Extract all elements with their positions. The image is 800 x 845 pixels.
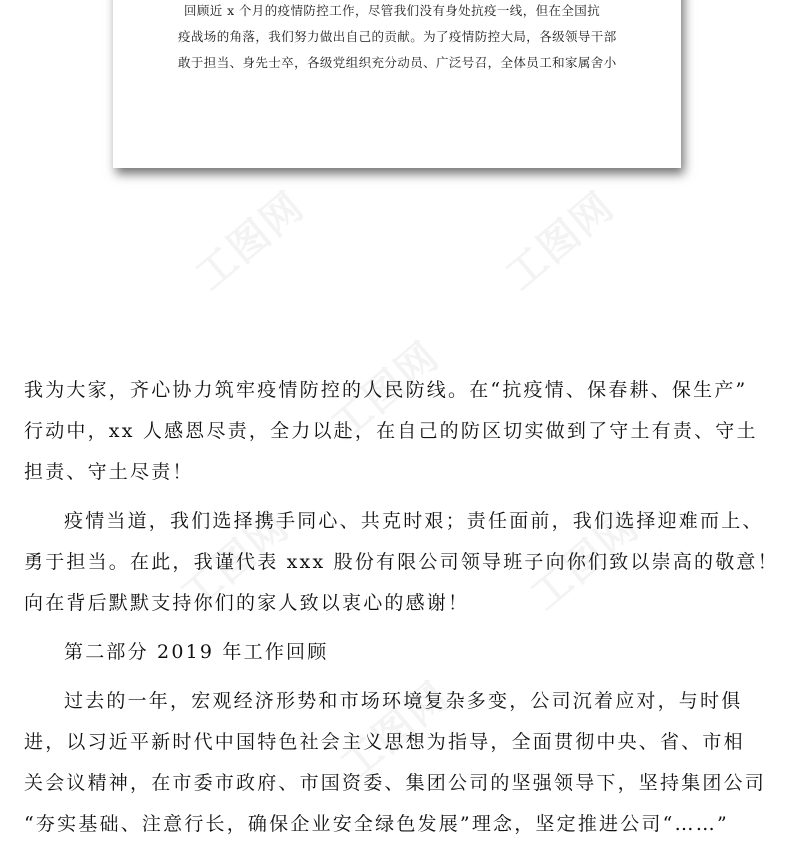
preview-paragraph: [178, 0, 626, 76]
paragraph-1: [24, 370, 784, 493]
paragraph-3: [24, 681, 784, 845]
text-line: 关会议精神，在市委市政府、市国资委、集团公司的坚强领导下，坚持集团公司: [24, 772, 767, 794]
text-line: 担责、守土尽责！: [24, 461, 194, 483]
text-line: 进，以习近平新时代中国特色社会主义思想为指导，全面贯彻中央、省、市相: [24, 731, 745, 753]
document-body: [24, 370, 784, 845]
text-line: 我为大家，齐心协力筑牢疫情防控的人民防线。在“抗疫情、保春耕、保生产”: [24, 379, 748, 401]
preview-line: 疫战场的角落，我们努力做出自己的贡献。为了疫情防控大局，各级领导干部: [178, 29, 617, 44]
text-line: “夯实基础、注意行长，确保企业安全绿色发展”理念，坚定推进公司“……”: [24, 813, 729, 835]
paragraph-2: [24, 501, 784, 624]
watermark-3: 工图网: [322, 333, 449, 450]
preview-line: 回顾近 x 个月的疫情防控工作，尽管我们没有身处抗疫一线，但在全国抗: [184, 3, 601, 18]
preview-line: 敢于担当、身先士卒，各级党组织充分动员、广泛号召，全体员工和家属舍小: [178, 55, 617, 70]
document-preview-card: [113, 0, 681, 168]
text-line: 向在背后默默支持你们的家人致以衷心的感谢！: [24, 592, 470, 614]
text-line: 疫情当道，我们选择携手同心、共克时艰；责任面前，我们选择迎难而上、: [64, 510, 764, 532]
section-heading: 第二部分 2019 年工作回顾: [64, 641, 329, 663]
watermark-4: 工图网: [172, 503, 299, 620]
watermark-1: 工图网: [187, 183, 314, 300]
watermark-5: 工图网: [522, 503, 649, 620]
text-line: 勇于担当。在此，我谨代表 xxx 股份有限公司领导班子向你们致以崇高的敬意！: [24, 551, 779, 573]
watermark-2: 工图网: [497, 183, 624, 300]
text-line: 过去的一年，宏观经济形势和市场环境复杂多变，公司沉着应对，与时俱: [64, 690, 743, 712]
text-line: 行动中，xx 人感恩尽责，全力以赴，在自己的防区切实做到了守土有责、守土: [24, 420, 758, 442]
watermark-6: 工图网: [332, 673, 459, 790]
